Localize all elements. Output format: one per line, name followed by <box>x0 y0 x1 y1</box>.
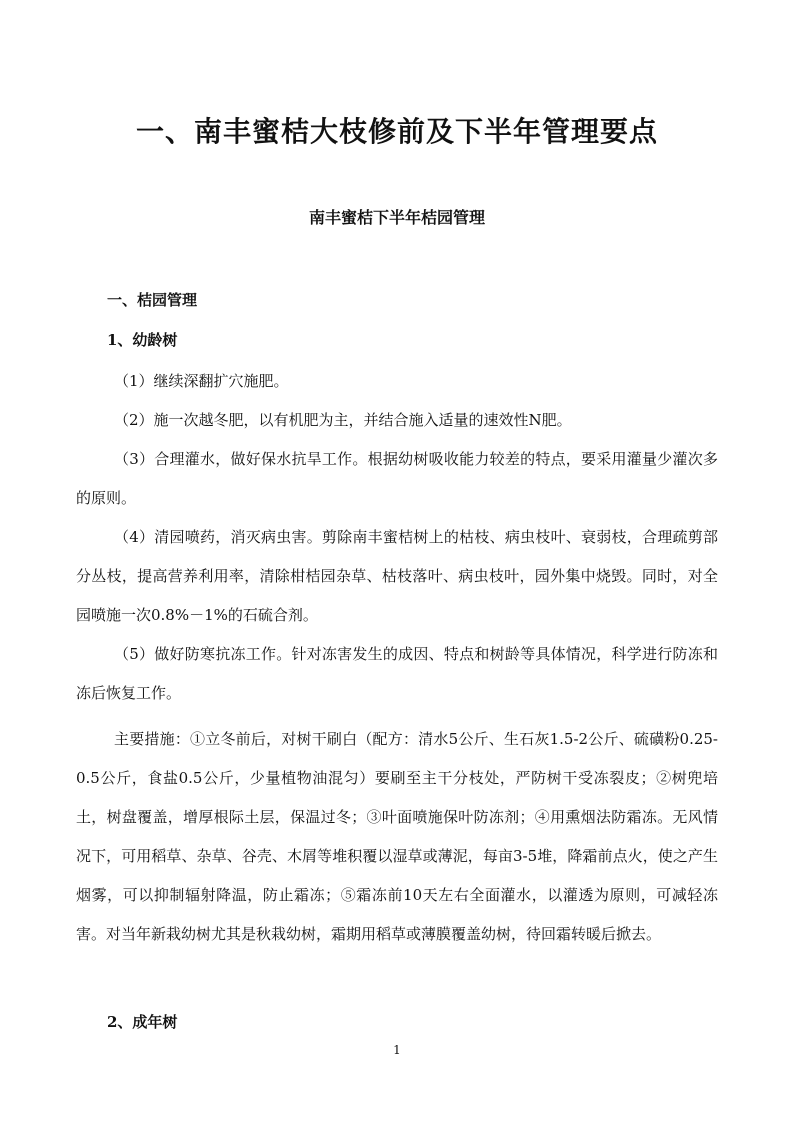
paragraph-item-1: （1）继续深翻扩穴施肥。 <box>114 372 289 390</box>
paragraph-item-4: （4）清园喷药，消灭病虫害。剪除南丰蜜桔树上的枯枝、病虫枝叶、衰弱枝，合理疏剪部分丛枝，提高营养利用率，清除柑桔园杂草、枯枝落叶、病虫枝叶，园外集中烧毁。同时，对全园喷施一次0.8%－1%的石硫合剂。 <box>76 528 718 624</box>
paragraph-item-5: （5）做好防寒抗冻工作。针对冻害发生的成因、特点和树龄等具体情况，科学进行防冻和冻后恢复工作。 <box>76 645 718 702</box>
paragraph-item-3: （3）合理灌水，做好保水抗旱工作。根据幼树吸收能力较差的特点，要采用灌量少灌次多的原则。 <box>76 450 718 507</box>
subsection-heading-young-trees: 1、幼龄树 <box>107 331 178 349</box>
document-title: 一、南丰蜜桔大枝修前及下半年管理要点 <box>135 115 658 148</box>
paragraph-main-measures: 主要措施：①立冬前后，对树干刷白（配方：清水5公斤、生石灰1.5-2公斤、硫磺粉0.25-0.5公斤，食盐0.5公斤，少量植物油混匀）要刷至主干分枝处，严防树干受冻裂皮；②树兜培土，树盘覆盖，增厚根际土层，保温过冬；③叶面喷施保叶防冻剂；④用熏烟法防霜冻。无风情况下，可用稻草、杂草、谷壳、木屑等堆积覆以湿草或薄泥，每亩3-5堆，降霜前点火，使之产生烟雾，可以抑制辐射降温，防止霜冻；⑤霜冻前10天左右全面灌水，以灌透为原则，可减轻冻害。对当年新栽幼树尤其是秋栽幼树，霜期用稻草或薄膜覆盖幼树，待回霜转暖后掀去。 <box>76 730 718 943</box>
subsection-heading-mature-trees: 2、成年树 <box>107 1013 178 1031</box>
document-subtitle: 南丰蜜桔下半年桔园管理 <box>308 208 485 227</box>
section-heading-orchard-management: 一、桔园管理 <box>107 291 198 309</box>
paragraph-item-2: （2）施一次越冬肥，以有机肥为主，并结合施入适量的速效性N肥。 <box>114 411 572 429</box>
page-number: 1 <box>393 1043 401 1057</box>
